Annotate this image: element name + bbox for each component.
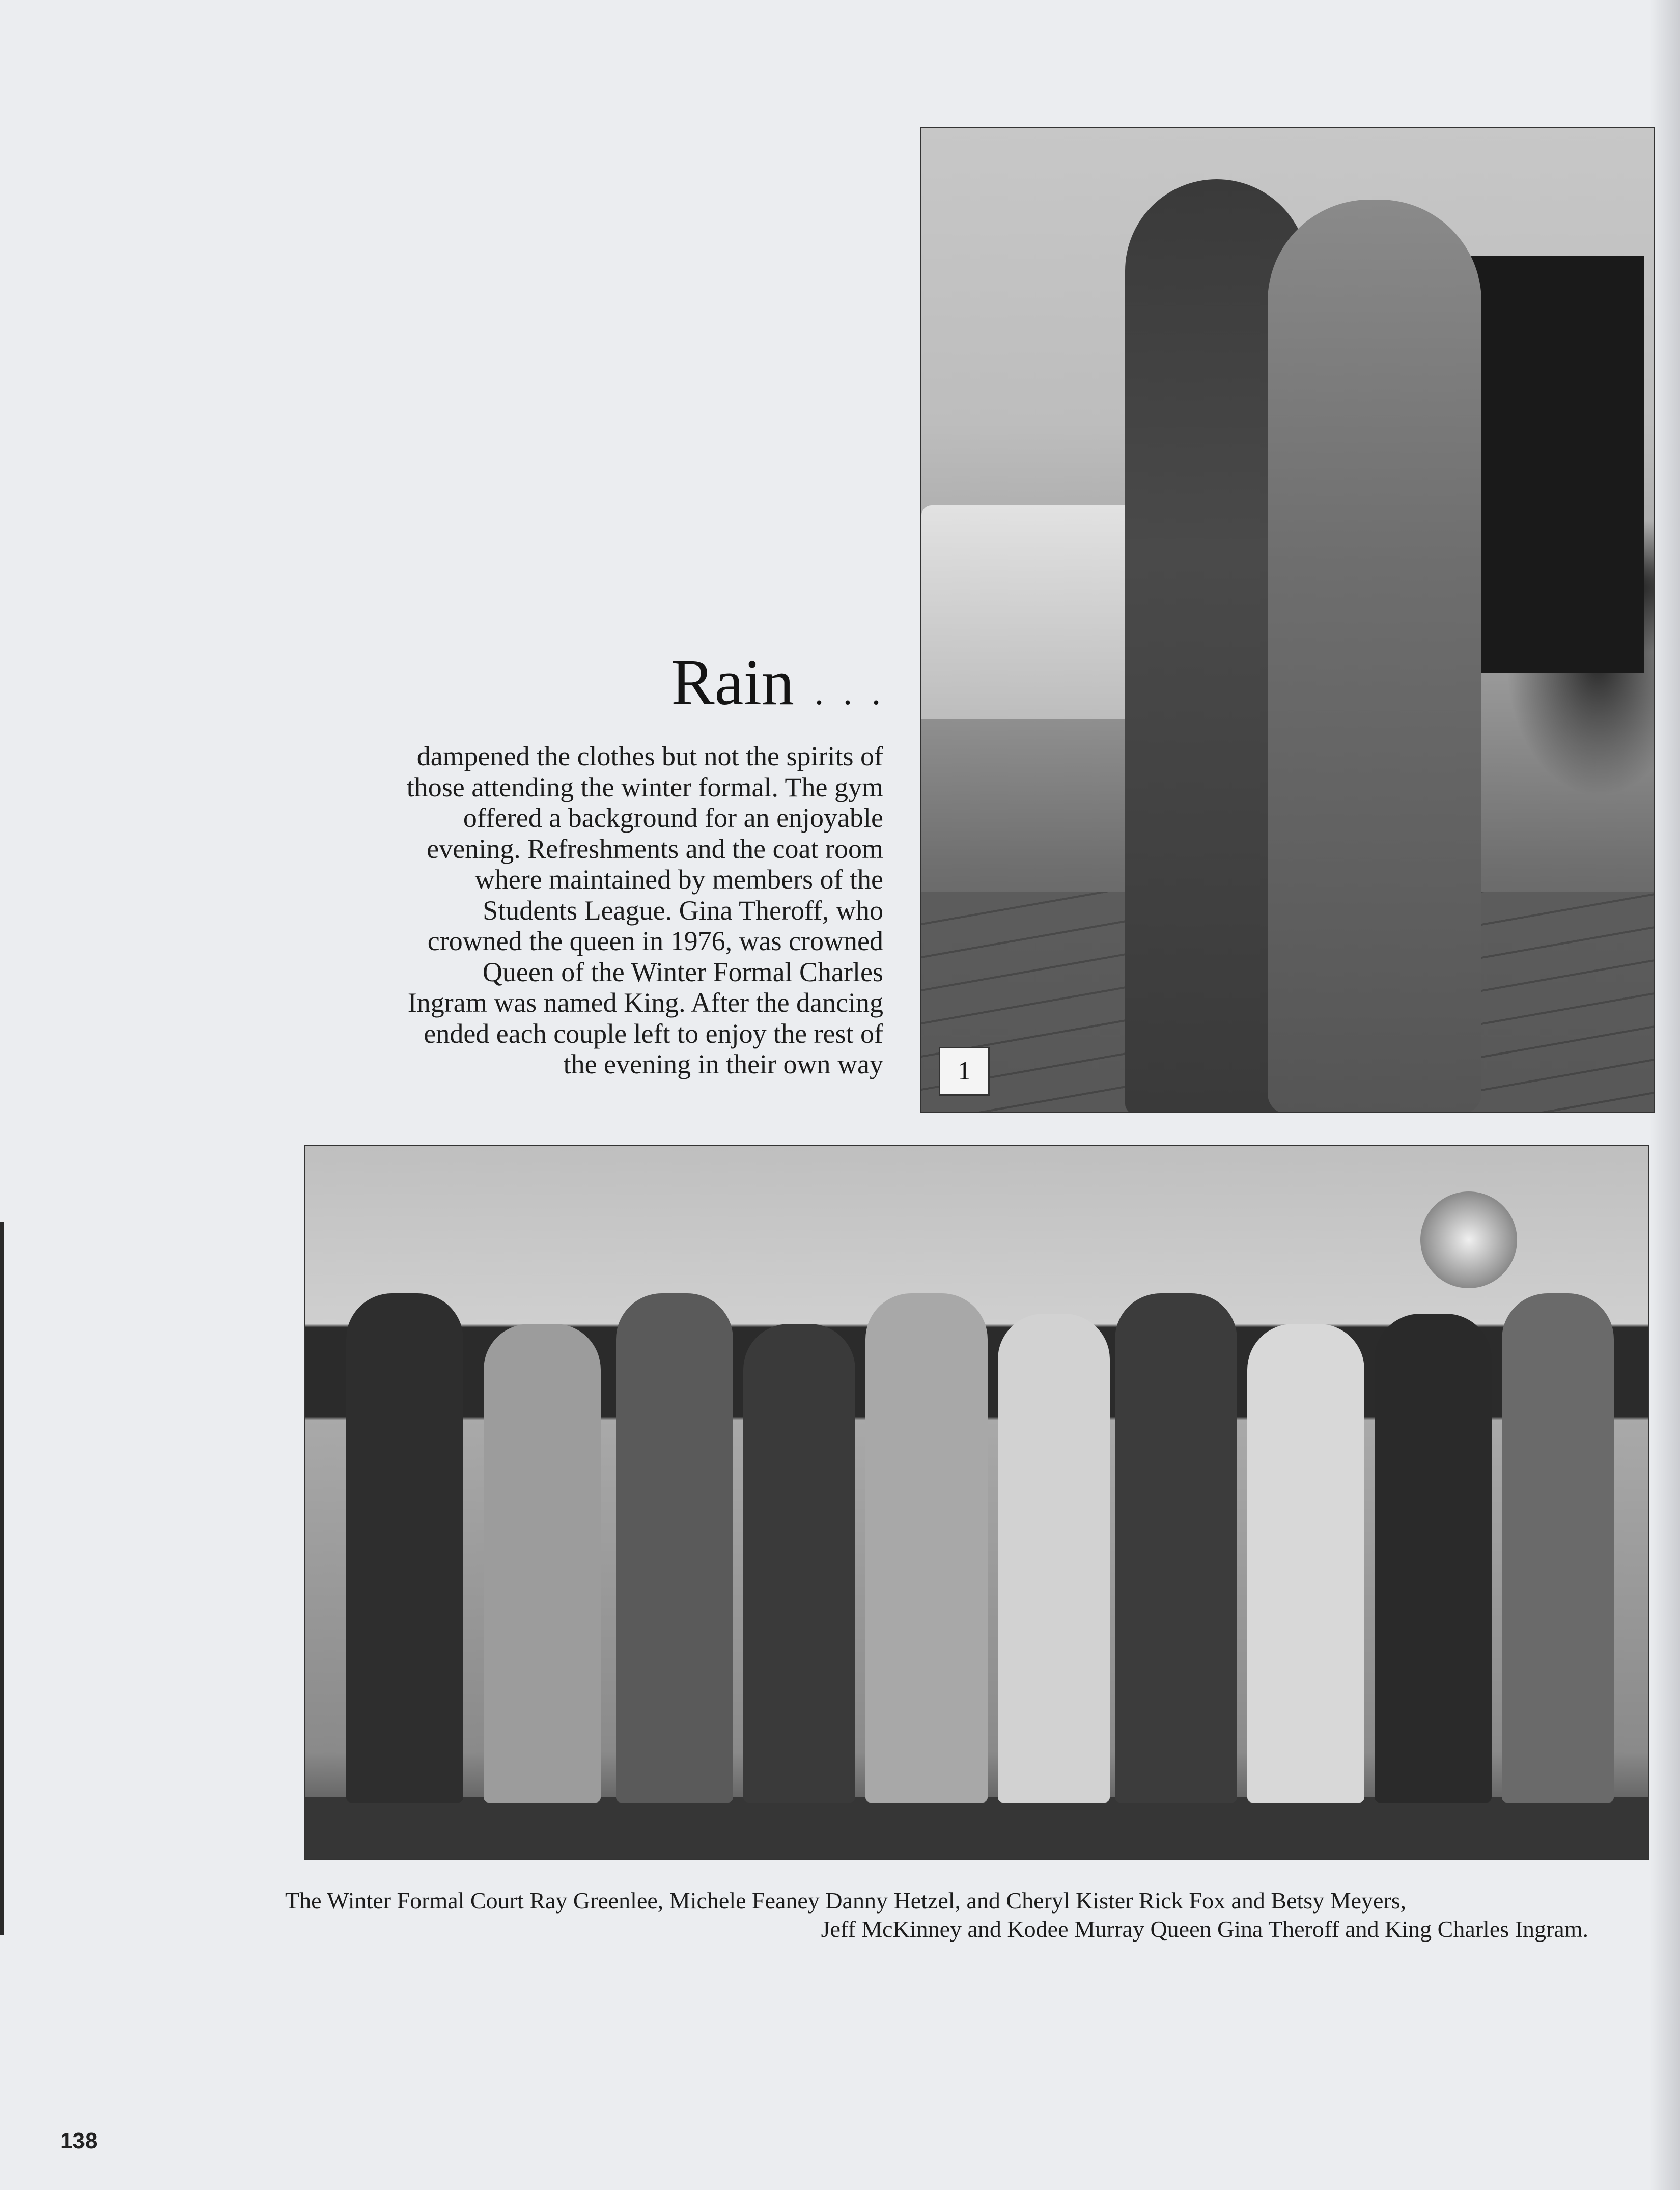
body-line: Queen of the Winter Formal Charles xyxy=(482,956,883,987)
court-member-figure xyxy=(1115,1293,1237,1803)
court-member-figure xyxy=(1247,1324,1364,1803)
court-member-figure xyxy=(484,1324,601,1803)
page-number: 138 xyxy=(60,2128,98,2153)
body-line: the evening in their own way xyxy=(563,1049,883,1079)
photo-winter-formal-court xyxy=(304,1145,1649,1860)
body-line: evening. Refreshments and the coat room xyxy=(427,833,883,864)
photo-dancing-couple xyxy=(920,127,1655,1113)
court-member-figure xyxy=(346,1293,463,1803)
caption-line: The Winter Formal Court Ray Greenlee, Michele Feaney Danny Hetzel, and Cheryl Kister Rick Fox and Betsy Meyers, xyxy=(285,1888,1407,1914)
court-member-figure xyxy=(1502,1293,1614,1803)
body-line: dampened the clothes but not the spirits of xyxy=(416,741,883,771)
headline-ellipsis: . . . xyxy=(815,672,886,712)
article-headline xyxy=(560,644,886,730)
caption-line: Jeff McKinney and Kodee Murray Queen Gina Theroff and King Charles Ingram. xyxy=(821,1916,1588,1942)
court-member-figure xyxy=(998,1314,1110,1803)
body-line: Students League. Gina Theroff, who xyxy=(483,895,883,926)
article-body xyxy=(285,741,883,1080)
court-member-figure xyxy=(1375,1314,1492,1803)
body-line: where maintained by members of the xyxy=(474,864,883,895)
body-line: offered a background for an enjoyable xyxy=(463,802,883,833)
court-member-figure xyxy=(865,1293,988,1803)
body-line: those attending the winter formal. The gym xyxy=(406,771,883,802)
photo-number-badge: 1 xyxy=(939,1047,990,1096)
photo-caption xyxy=(285,1887,1588,1944)
body-line: ended each couple left to enjoy the rest of xyxy=(424,1018,883,1049)
page-binding-edge xyxy=(0,1222,4,1935)
photo2-hanging-ornament xyxy=(1420,1191,1517,1288)
headline-title: Rain xyxy=(671,646,794,718)
court-member-figure xyxy=(616,1293,733,1803)
body-line: crowned the queen in 1976, was crowned xyxy=(427,926,883,956)
photo2-floor xyxy=(305,1797,1649,1859)
photo1-queen-figure xyxy=(1268,200,1481,1113)
court-member-figure xyxy=(743,1324,855,1803)
body-line: Ingram was named King. After the dancing xyxy=(407,987,883,1018)
